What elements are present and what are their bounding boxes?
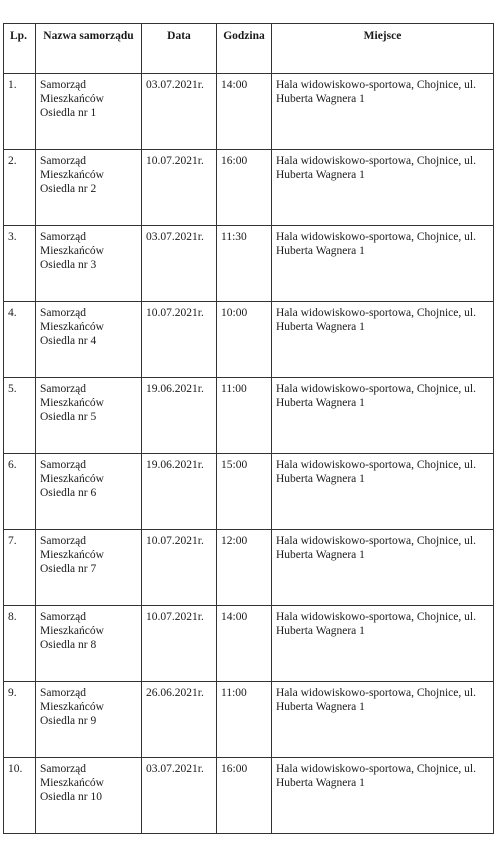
cell-lp <box>4 378 36 454</box>
name-line-2: Mieszkańców <box>40 93 104 105</box>
name-line-1: Samorząd <box>40 763 86 775</box>
cell-date <box>142 682 217 758</box>
place-value: Hala widowiskowo-sportowa, Chojnice, ul. Huberta Wagnera 1 <box>276 79 476 105</box>
place-value: Hala widowiskowo-sportowa, Chojnice, ul. Huberta Wagnera 1 <box>276 155 476 181</box>
cell-date <box>142 226 217 302</box>
cell-place <box>272 530 494 606</box>
cell-name <box>36 302 142 378</box>
cell-time <box>217 606 272 682</box>
cell-name <box>36 378 142 454</box>
row-number: 1. <box>8 79 17 91</box>
name-line-1: Samorząd <box>40 535 86 547</box>
time-value: 11:30 <box>221 231 247 243</box>
place-value: Hala widowiskowo-sportowa, Chojnice, ul. Huberta Wagnera 1 <box>276 687 476 713</box>
cell-name <box>36 150 142 226</box>
cell-date <box>142 758 217 834</box>
table-row <box>4 682 494 758</box>
row-number: 3. <box>8 231 17 243</box>
header-name: Nazwa samorządu <box>36 24 142 74</box>
name-line-2: Mieszkańców <box>40 625 104 637</box>
cell-time <box>217 74 272 150</box>
row-number: 2. <box>8 155 17 167</box>
name-line-3: Osiedla nr 9 <box>40 715 97 727</box>
name-line-2: Mieszkańców <box>40 701 104 713</box>
name-line-3: Osiedla nr 7 <box>40 563 97 575</box>
cell-lp <box>4 758 36 834</box>
name-line-2: Mieszkańców <box>40 245 104 257</box>
cell-name <box>36 530 142 606</box>
cell-date <box>142 378 217 454</box>
table-header-row <box>4 24 494 74</box>
date-value: 03.07.2021r. <box>146 231 204 243</box>
date-value: 10.07.2021r. <box>146 155 204 167</box>
date-value: 10.07.2021r. <box>146 535 204 547</box>
table-row <box>4 226 494 302</box>
date-value: 19.06.2021r. <box>146 459 204 471</box>
cell-lp <box>4 302 36 378</box>
date-value: 26.06.2021r. <box>146 687 204 699</box>
time-value: 10:00 <box>221 307 248 319</box>
place-value: Hala widowiskowo-sportowa, Chojnice, ul. Huberta Wagnera 1 <box>276 307 476 333</box>
row-number: 9. <box>8 687 17 699</box>
name-line-2: Mieszkańców <box>40 397 104 409</box>
cell-place <box>272 226 494 302</box>
cell-date <box>142 530 217 606</box>
name-line-3: Osiedla nr 8 <box>40 639 97 651</box>
cell-lp <box>4 606 36 682</box>
name-line-1: Samorząd <box>40 459 86 471</box>
header-time: Godzina <box>217 24 272 74</box>
cell-time <box>217 226 272 302</box>
cell-time <box>217 150 272 226</box>
cell-time <box>217 378 272 454</box>
date-value: 03.07.2021r. <box>146 79 204 91</box>
time-value: 14:00 <box>221 79 248 91</box>
cell-place <box>272 606 494 682</box>
table-row <box>4 378 494 454</box>
cell-time <box>217 682 272 758</box>
name-line-2: Mieszkańców <box>40 473 104 485</box>
table-body <box>4 74 494 834</box>
name-line-2: Mieszkańców <box>40 777 104 789</box>
place-value: Hala widowiskowo-sportowa, Chojnice, ul. Huberta Wagnera 1 <box>276 535 476 561</box>
time-value: 11:00 <box>221 687 247 699</box>
cell-name <box>36 74 142 150</box>
cell-lp <box>4 454 36 530</box>
name-line-1: Samorząd <box>40 155 86 167</box>
date-value: 19.06.2021r. <box>146 383 204 395</box>
place-value: Hala widowiskowo-sportowa, Chojnice, ul. Huberta Wagnera 1 <box>276 763 476 789</box>
cell-name <box>36 454 142 530</box>
name-line-1: Samorząd <box>40 687 86 699</box>
name-line-3: Osiedla nr 5 <box>40 411 97 423</box>
cell-place <box>272 758 494 834</box>
cell-date <box>142 454 217 530</box>
row-number: 10. <box>8 763 23 775</box>
name-line-2: Mieszkańców <box>40 549 104 561</box>
name-line-3: Osiedla nr 4 <box>40 335 97 347</box>
name-line-1: Samorząd <box>40 307 86 319</box>
cell-place <box>272 454 494 530</box>
row-number: 5. <box>8 383 17 395</box>
cell-name <box>36 606 142 682</box>
name-line-3: Osiedla nr 6 <box>40 487 97 499</box>
name-line-1: Samorząd <box>40 231 86 243</box>
table-row <box>4 758 494 834</box>
name-line-3: Osiedla nr 1 <box>40 107 97 119</box>
cell-lp <box>4 530 36 606</box>
time-value: 14:00 <box>221 611 248 623</box>
cell-time <box>217 530 272 606</box>
place-value: Hala widowiskowo-sportowa, Chojnice, ul. Huberta Wagnera 1 <box>276 231 476 257</box>
time-value: 16:00 <box>221 155 248 167</box>
time-value: 16:00 <box>221 763 248 775</box>
name-line-1: Samorząd <box>40 383 86 395</box>
time-value: 11:00 <box>221 383 247 395</box>
table-row <box>4 150 494 226</box>
row-number: 8. <box>8 611 17 623</box>
cell-place <box>272 378 494 454</box>
cell-date <box>142 302 217 378</box>
cell-time <box>217 758 272 834</box>
name-line-3: Osiedla nr 10 <box>40 791 102 803</box>
place-value: Hala widowiskowo-sportowa, Chojnice, ul. Huberta Wagnera 1 <box>276 459 476 485</box>
cell-place <box>272 150 494 226</box>
table-row <box>4 530 494 606</box>
cell-date <box>142 150 217 226</box>
name-line-2: Mieszkańców <box>40 169 104 181</box>
cell-time <box>217 454 272 530</box>
header-place: Miejsce <box>272 24 494 74</box>
header-lp: Lp. <box>4 24 36 74</box>
cell-name <box>36 226 142 302</box>
cell-name <box>36 682 142 758</box>
cell-place <box>272 302 494 378</box>
time-value: 15:00 <box>221 459 248 471</box>
row-number: 7. <box>8 535 17 547</box>
place-value: Hala widowiskowo-sportowa, Chojnice, ul. Huberta Wagnera 1 <box>276 383 476 409</box>
time-value: 12:00 <box>221 535 248 547</box>
table-row <box>4 74 494 150</box>
name-line-3: Osiedla nr 2 <box>40 183 97 195</box>
place-value: Hala widowiskowo-sportowa, Chojnice, ul. Huberta Wagnera 1 <box>276 611 476 637</box>
schedule-table <box>3 23 494 834</box>
cell-time <box>217 302 272 378</box>
name-line-2: Mieszkańców <box>40 321 104 333</box>
date-value: 10.07.2021r. <box>146 307 204 319</box>
cell-lp <box>4 226 36 302</box>
table-row <box>4 606 494 682</box>
table-row <box>4 302 494 378</box>
row-number: 6. <box>8 459 17 471</box>
name-line-1: Samorząd <box>40 79 86 91</box>
name-line-1: Samorząd <box>40 611 86 623</box>
cell-lp <box>4 150 36 226</box>
header-date: Data <box>142 24 217 74</box>
cell-place <box>272 682 494 758</box>
cell-lp <box>4 682 36 758</box>
cell-place <box>272 74 494 150</box>
table-row <box>4 454 494 530</box>
cell-name <box>36 758 142 834</box>
cell-date <box>142 606 217 682</box>
cell-lp <box>4 74 36 150</box>
name-line-3: Osiedla nr 3 <box>40 259 97 271</box>
date-value: 03.07.2021r. <box>146 763 204 775</box>
date-value: 10.07.2021r. <box>146 611 204 623</box>
row-number: 4. <box>8 307 17 319</box>
cell-date <box>142 74 217 150</box>
